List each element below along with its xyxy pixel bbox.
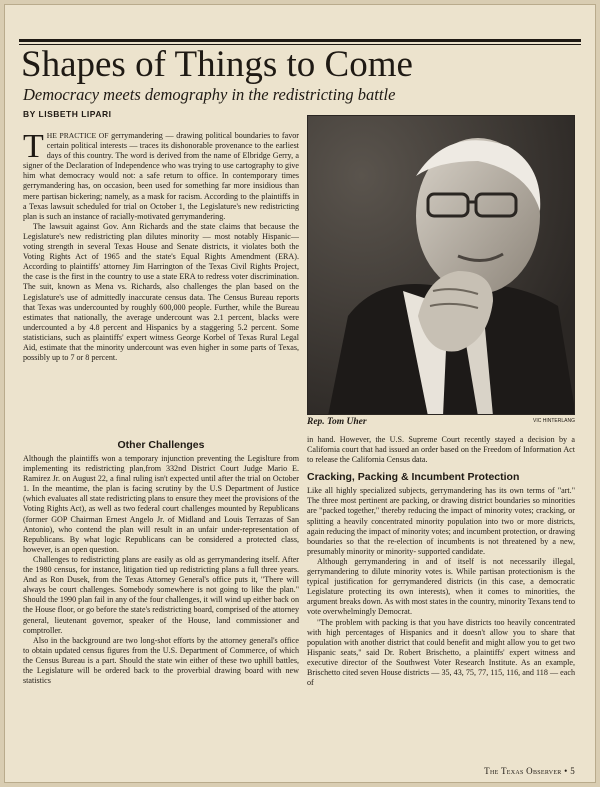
top-rule bbox=[19, 39, 581, 42]
publication-name: The Texas Observer bbox=[484, 766, 562, 776]
page-footer bbox=[405, 766, 575, 776]
paragraph-5: Also in the background are two long-shot efforts by the attorney general's office to obtain updated census figures from the U.S. Department of Commerce, of which the Census Bureau is a part. Should the state win either of these two uphill battles, the Legislature will be ordered back to the proverbial drawing board with new statistics bbox=[23, 635, 299, 686]
page-number: 5 bbox=[570, 766, 575, 776]
paragraph-4: Challenges to redistricting plans are easily as old as gerrymandering itself. After the 1980 census, for instance, litigation tied up redistricting plans a full three years. And as Ron Dusek, from the Texas Attorney General's office puts it, "There will always be court challenges. Somebody somewhere is not going to like the plan." Should the 1990 plan fail in any of the four challenges, it will wind up either back on the House floor, or go before the state's redistricting board, comprised of the attorney general, lieutenant governor, speaker of the House, land commissioner and comptroller. bbox=[23, 554, 299, 635]
column-right bbox=[307, 435, 575, 760]
paragraph-1-text: gerrymandering — drawing political boundaries to favor certain political interests — traces its dishonorable provenance to the earliest days of this country. The word is derived from the name of Elbridge Gerry, a signer of the Declaration of Independence who was trying to use cartography to give him what democracy would not: a safe return to office. In contemporary times gerrymandering has, on occasion, been used for something far more insidious than mere partisan bickering; namely, as a mask for racism. According to the plaintiffs in a Texas lawsuit scheduled for trial on October 1, the Legislature's new redistricting plan is such an instance of racially-motivated gerrymandering. bbox=[23, 131, 299, 221]
byline: BY LISBETH LIPARI bbox=[23, 109, 112, 119]
subhead-cracking-packing: Cracking, Packing & Incumbent Protection bbox=[307, 471, 520, 484]
paragraph-1 bbox=[23, 131, 299, 222]
photo-credit: VIC HINTERLANG bbox=[533, 418, 575, 424]
magazine-page bbox=[4, 4, 596, 783]
paragraph-8: Although gerrymandering in and of itself is not necessarily illegal, gerrymandering to dilute minority votes is. While partisan protectionism is the typical justification for gerrymandered districts (in this case, a democratic Legislature protecting its own interests), when it comes to minorities, the argument breaks down. As with most states in the country, minority Texans tend to vote overwhelmingly Democrat. bbox=[307, 556, 575, 617]
headline: Shapes of Things to Come bbox=[21, 44, 413, 85]
portrait-photo bbox=[307, 115, 575, 415]
lead-in: HE PRACTICE OF bbox=[46, 131, 109, 140]
portrait-illustration bbox=[308, 116, 575, 415]
paragraph-6: in hand. However, the U.S. Supreme Court recently stayed a decision by a California court that had issued an order based on the Freedom of Information Act to release the California Census data. bbox=[307, 435, 575, 465]
photo-caption: Rep. Tom Uher bbox=[307, 417, 367, 427]
paragraph-7: Like all highly specialized subjects, gerrymandering has its own terms of "art." The three most pertinent are packing, or drawing district boundaries so minorities are "packed together," thereby reducing the impact of minority votes; cracking, or splitting a heavily concentrated minority population into two or more districts, again reducing the impact of minority votes; and incumbent protection, or drawing boundaries so that the re-election of incumbents is not threatened by a new, presumably minority or minority- supported candidate. bbox=[307, 486, 575, 556]
paragraph-9: "The problem with packing is that you have districts too heavily concentrated with high percentages of Hispanics and it doesn't allow you to share that population with another district that could benefit and might allow you to get two Hispanic seats," said Dr. Robert Brischetto, a plaintiffs' expert witness and executive director of the Southwest Voter Research Institute. As an example, Brischetto cited seven House districts — 35, 43, 75, 77, 115, 116, and 118 — each of bbox=[307, 617, 575, 688]
dropcap: T bbox=[23, 131, 44, 165]
paragraph-3: Although the plaintiffs won a temporary injunction preventing the Legislture from implementing its redistricting plan,from 332nd District Court Judge Mario E. Ramirez Jr. on August 22, a final ruling isn't expected until after the trial on October 1. In the meantime, the plan is facing scrutiny by the U.S Department of Justice (which evaluates all state redistricting plans to ensure they meet the provisions of the Voting Rights Act), as well as two federal court challenges mounted by Republicans (former GOP Chairman Ernest Angelo Jr. of Midland and Louis Terrazas of San Antonio), who contend the plan will result in an unfair under-representation of Republicans. By what logic Republicans can be considered a protected class, however, is an open question. bbox=[23, 454, 299, 554]
paragraph-2: The lawsuit against Gov. Ann Richards and the state claims that because the Legislature's new redistricting plan dilutes minority — most notably Hispanic— voting strength in several Texas House and Senate districts, it violates both the Voting Rights Act of 1965 and the state's Equal Rights Amendment (ERA). According to plaintiffs' attorney Jim Harrington of the Texas Civil Rights Project, the case is the first in the country to use a state ERA to redress voter discrimination. The suit, known as Mena vs. Richards, also challenges the plan based on the Legislature's use of admittedly inaccurate census data. The Census Bureau reports that Texas was undercounted by roughly 600,000 people. Further, while the Bureau estimates that nationally, the average undercount was 2.1 percent, blacks were undercounted a by 4.8 percent and Hispanics by a staggering 5.2 percent. Some statisticians, such as plaintiffs' expert witness George Korbel of Texas Rural Legal Aid, estimate that the minority undercount was even higher in some parts of Texas, possibly up to 7 or 8 percent. bbox=[23, 221, 299, 363]
column-left-bottom bbox=[23, 436, 299, 768]
deck: Democracy meets demography in the redistricting battle bbox=[23, 85, 396, 104]
subhead-other-challenges: Other Challenges bbox=[117, 439, 205, 451]
footer-separator: • bbox=[564, 766, 568, 776]
column-left-top bbox=[23, 131, 299, 431]
